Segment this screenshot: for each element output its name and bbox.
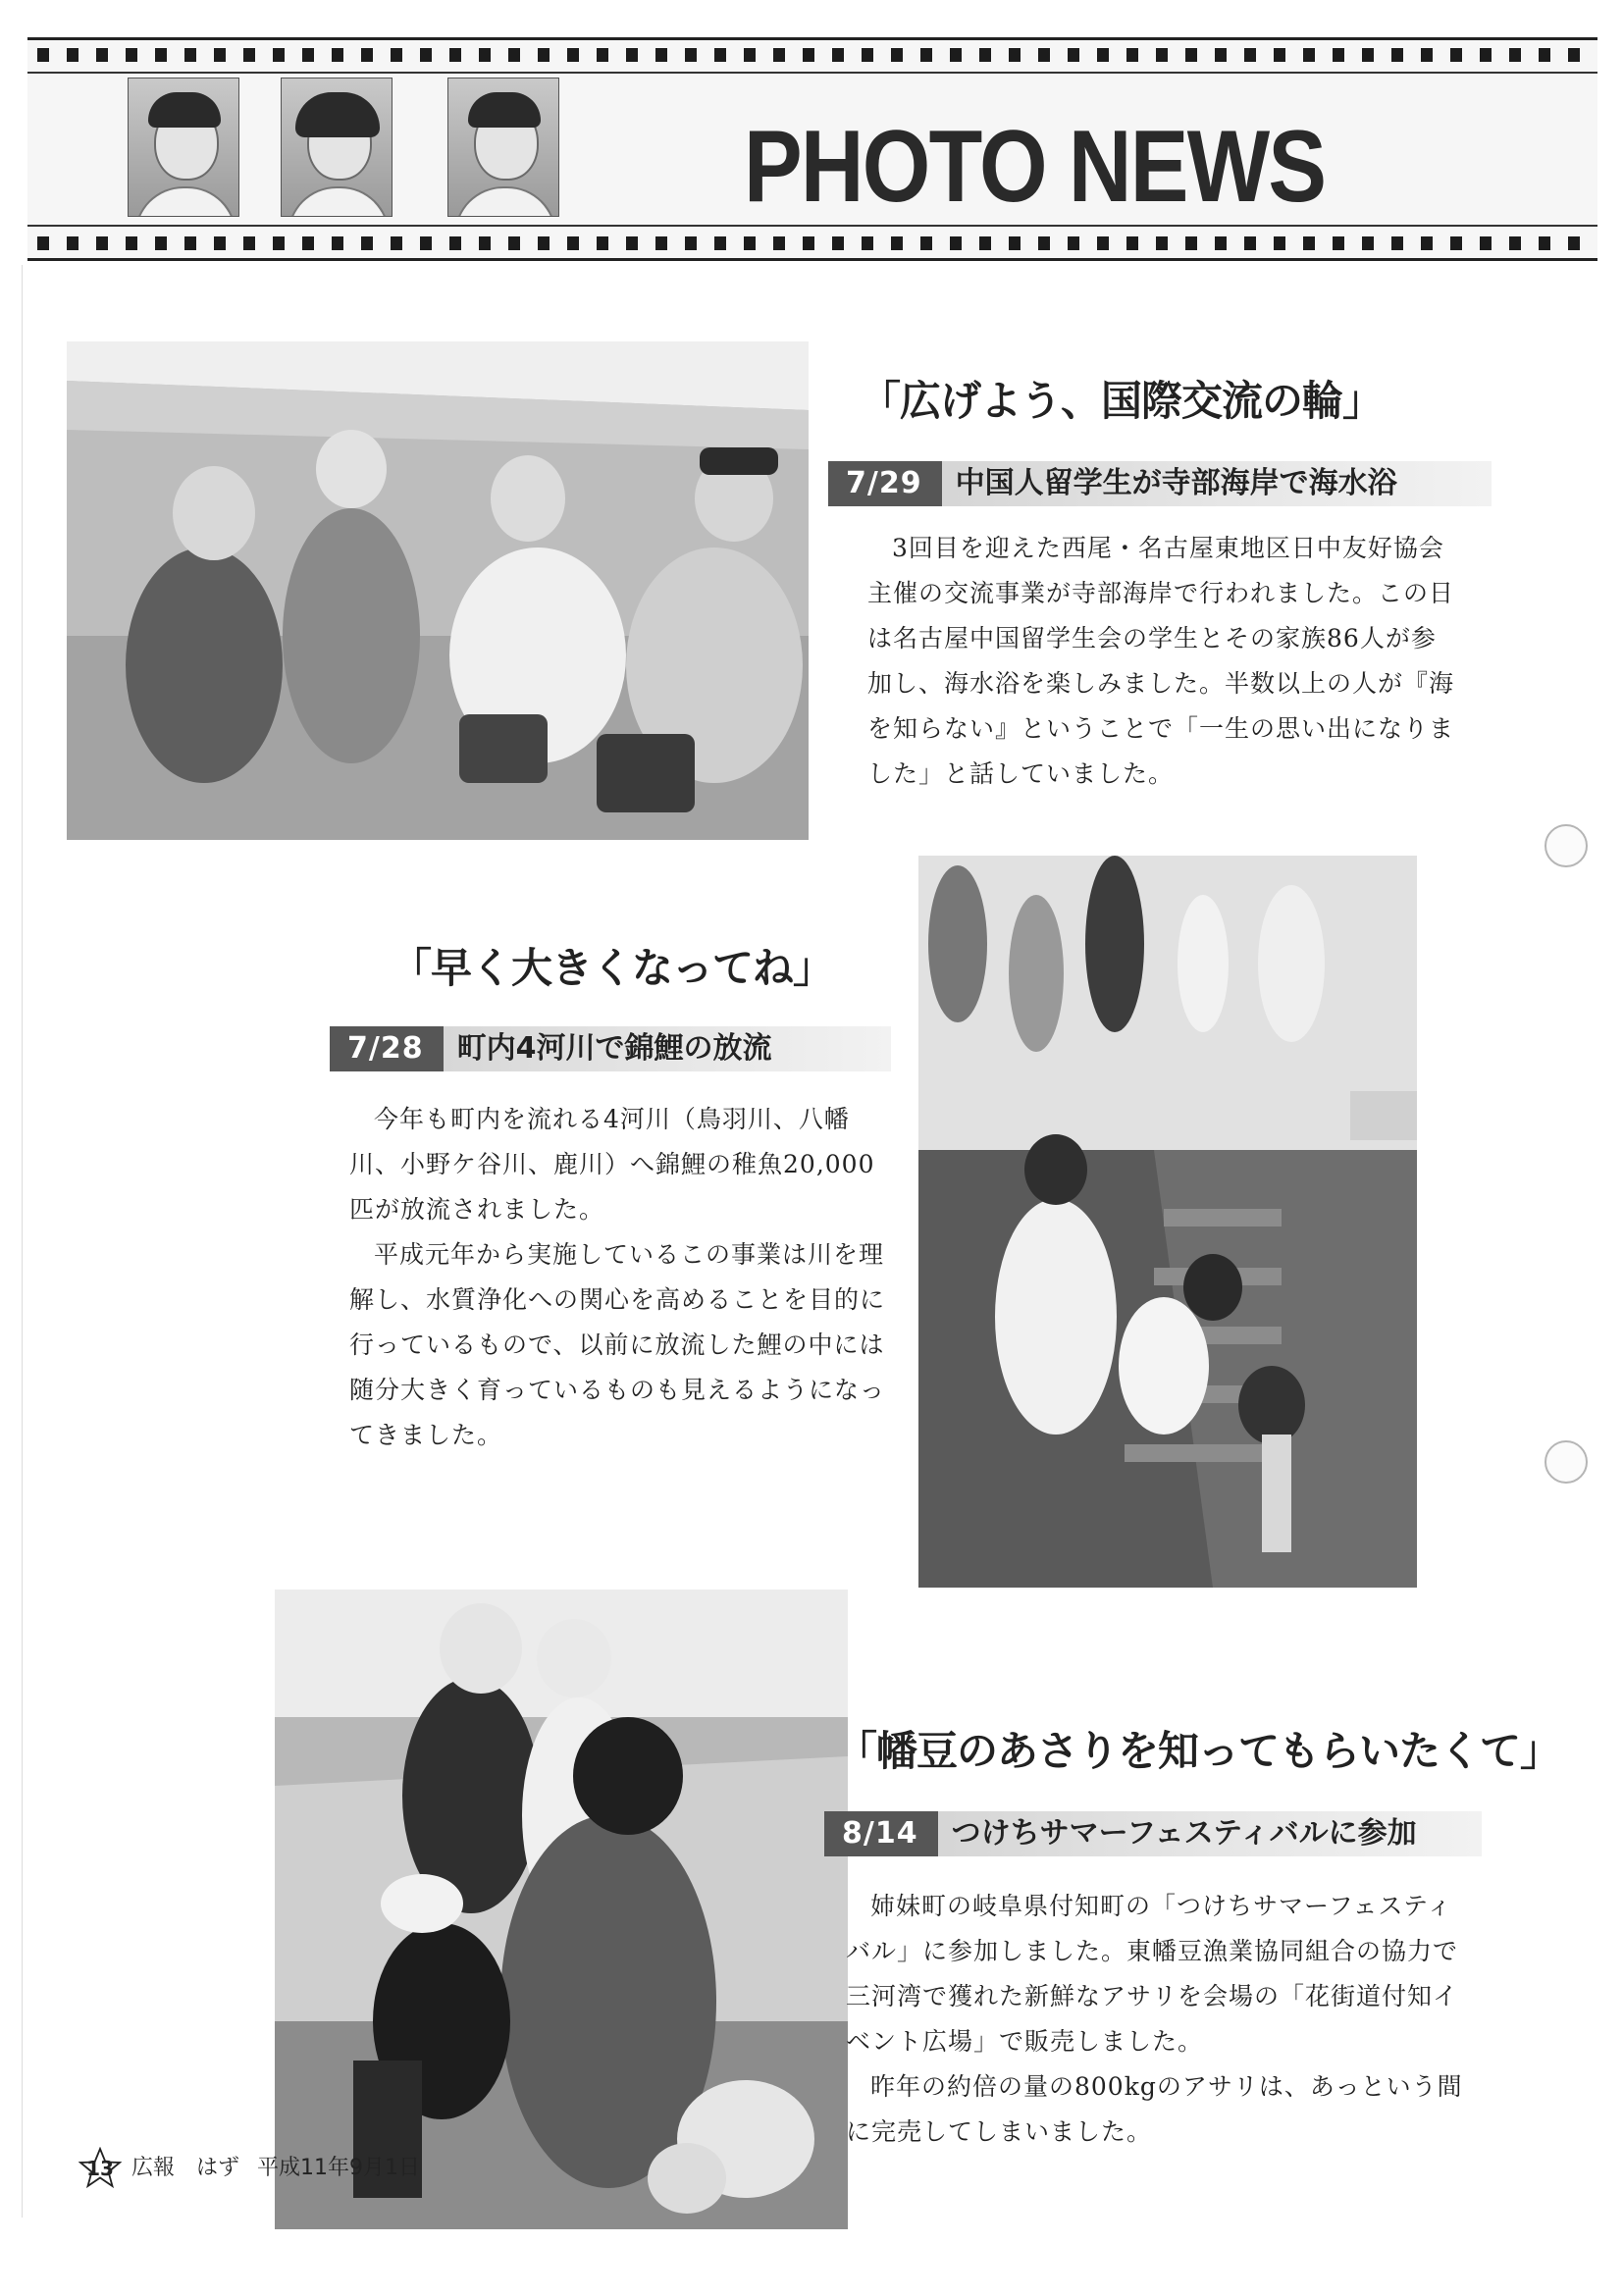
article-1-datebar (828, 461, 1492, 506)
photo-news-banner (27, 37, 1597, 261)
page-number: 13 (86, 2157, 114, 2180)
article-3-date: 8/14 (824, 1811, 938, 1856)
film-perforations-top (37, 48, 1588, 62)
article-2-datebar (330, 1026, 891, 1071)
article-3-subtitle: つけちサマーフェスティバルに参加 (951, 1816, 1417, 1851)
article-1-paragraph: 3回目を迎えた西尾・名古屋東地区日中友好協会主催の交流事業が寺部海岸で行われました。この日は名古屋中国留学生会の学生とその家族86人が参加し、海水浴を楽しみました。半数以上の人が『海を知らない』ということで「一生の思い出になりました」と話していました。 (867, 534, 1455, 788)
portrait-photo-girl (281, 78, 393, 217)
article-1-date: 7/29 (828, 461, 942, 506)
carp-release-photo (918, 856, 1417, 1588)
binder-hole-bottom (1544, 1440, 1588, 1484)
publication-name: 広報 はず (131, 2156, 240, 2180)
article-2-date: 7/28 (330, 1026, 444, 1071)
article-1-headline: 「広げよう、国際交流の輪」 (860, 377, 1384, 425)
page-title: PHOTO NEWS (744, 110, 1326, 224)
beach-gathering-photo (67, 341, 809, 840)
article-2-headline: 「早く大きくなってね」 (391, 944, 834, 992)
article-2-paragraph-1: 今年も町内を流れる4河川（鳥羽川、八幡川、小野ケ谷川、鹿川）へ錦鯉の稚魚20,000匹が放流されました。 (349, 1105, 875, 1224)
page-number-badge (79, 2147, 122, 2190)
binder-hole-top (1544, 824, 1588, 867)
article-2-body (349, 1097, 891, 1458)
issue-date: 平成11年9月1日 (257, 2156, 421, 2180)
summer-festival-photo (275, 1590, 848, 2229)
article-2-paragraph-2: 平成元年から実施しているこの事業は川を理解し、水質浄化への関心を高めることを目的に行っているもので、以前に放流した鯉の中には随分大きく育っているものも見えるようになってきました。 (349, 1240, 886, 1449)
film-perforations-bottom (37, 236, 1588, 250)
portrait-photo-boy-1 (128, 78, 239, 217)
article-3-headline: 「幡豆のあさりを知ってもらいたくて」 (836, 1727, 1561, 1775)
page-edge-line (22, 265, 23, 2218)
article-1-body (867, 526, 1456, 797)
page-footer (79, 2147, 420, 2190)
portrait-photo-boy-2 (447, 78, 559, 217)
article-3-datebar (824, 1811, 1482, 1856)
article-1-subtitle: 中国人留学生が寺部海岸で海水浴 (955, 466, 1397, 500)
article-3-paragraph-1: 姉妹町の岐阜県付知町の「つけちサマーフェスティバル」に参加しました。東幡豆漁業協同組合の協力で三河湾で獲れた新鮮なアサリを会場の「花街道付知イベント広場」で販売しました。 (846, 1892, 1459, 2056)
article-3-paragraph-2: 昨年の約倍の量の800kgのアサリは、あっという間に完売してしまいました。 (846, 2072, 1463, 2146)
article-2-subtitle: 町内4河川で錦鯉の放流 (456, 1031, 772, 1066)
article-3-body (846, 1884, 1466, 2155)
